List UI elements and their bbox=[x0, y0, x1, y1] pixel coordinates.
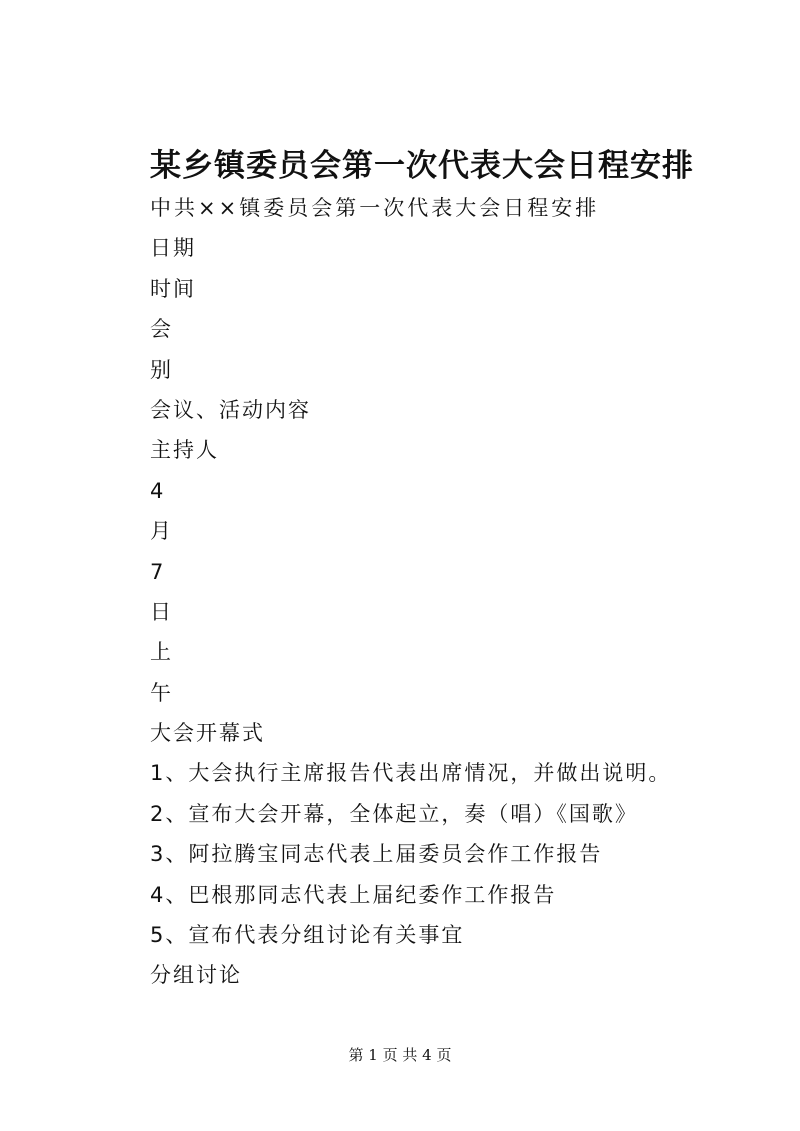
table-header-host: 主持人 bbox=[150, 438, 219, 463]
document-body bbox=[150, 193, 750, 1001]
table-header-date: 日期 bbox=[150, 236, 196, 261]
table-header-session-part2: 别 bbox=[150, 357, 173, 382]
date-month-number: 4 bbox=[150, 478, 166, 503]
agenda-item-5: 5、宣布代表分组讨论有关事宜 bbox=[150, 923, 465, 948]
agenda-item-1: 1、大会执行主席报告代表出席情况，并做出说明。 bbox=[150, 761, 672, 786]
page-number-footer: 第 1 页 共 4 页 bbox=[348, 1046, 452, 1064]
table-header-content: 会议、活动内容 bbox=[150, 397, 311, 422]
group-discussion: 分组讨论 bbox=[150, 963, 242, 988]
document-title: 某乡镇委员会第一次代表大会日程安排 bbox=[150, 148, 694, 184]
date-day-label: 日 bbox=[150, 599, 173, 624]
session-name: 大会开幕式 bbox=[150, 721, 265, 746]
time-morning-part2: 午 bbox=[150, 680, 173, 705]
agenda-item-2: 2、宣布大会开幕，全体起立，奏（唱）《国歌》 bbox=[150, 801, 638, 826]
agenda-item-4: 4、巴根那同志代表上届纪委作工作报告 bbox=[150, 882, 557, 907]
table-header-time: 时间 bbox=[150, 276, 196, 301]
date-day-number: 7 bbox=[150, 559, 166, 584]
time-morning-part1: 上 bbox=[150, 640, 173, 665]
date-month-label: 月 bbox=[150, 519, 173, 544]
document-subtitle: 中共××镇委员会第一次代表大会日程安排 bbox=[150, 196, 600, 220]
agenda-item-3: 3、阿拉腾宝同志代表上届委员会作工作报告 bbox=[150, 842, 603, 867]
table-header-session-part1: 会 bbox=[150, 317, 173, 342]
